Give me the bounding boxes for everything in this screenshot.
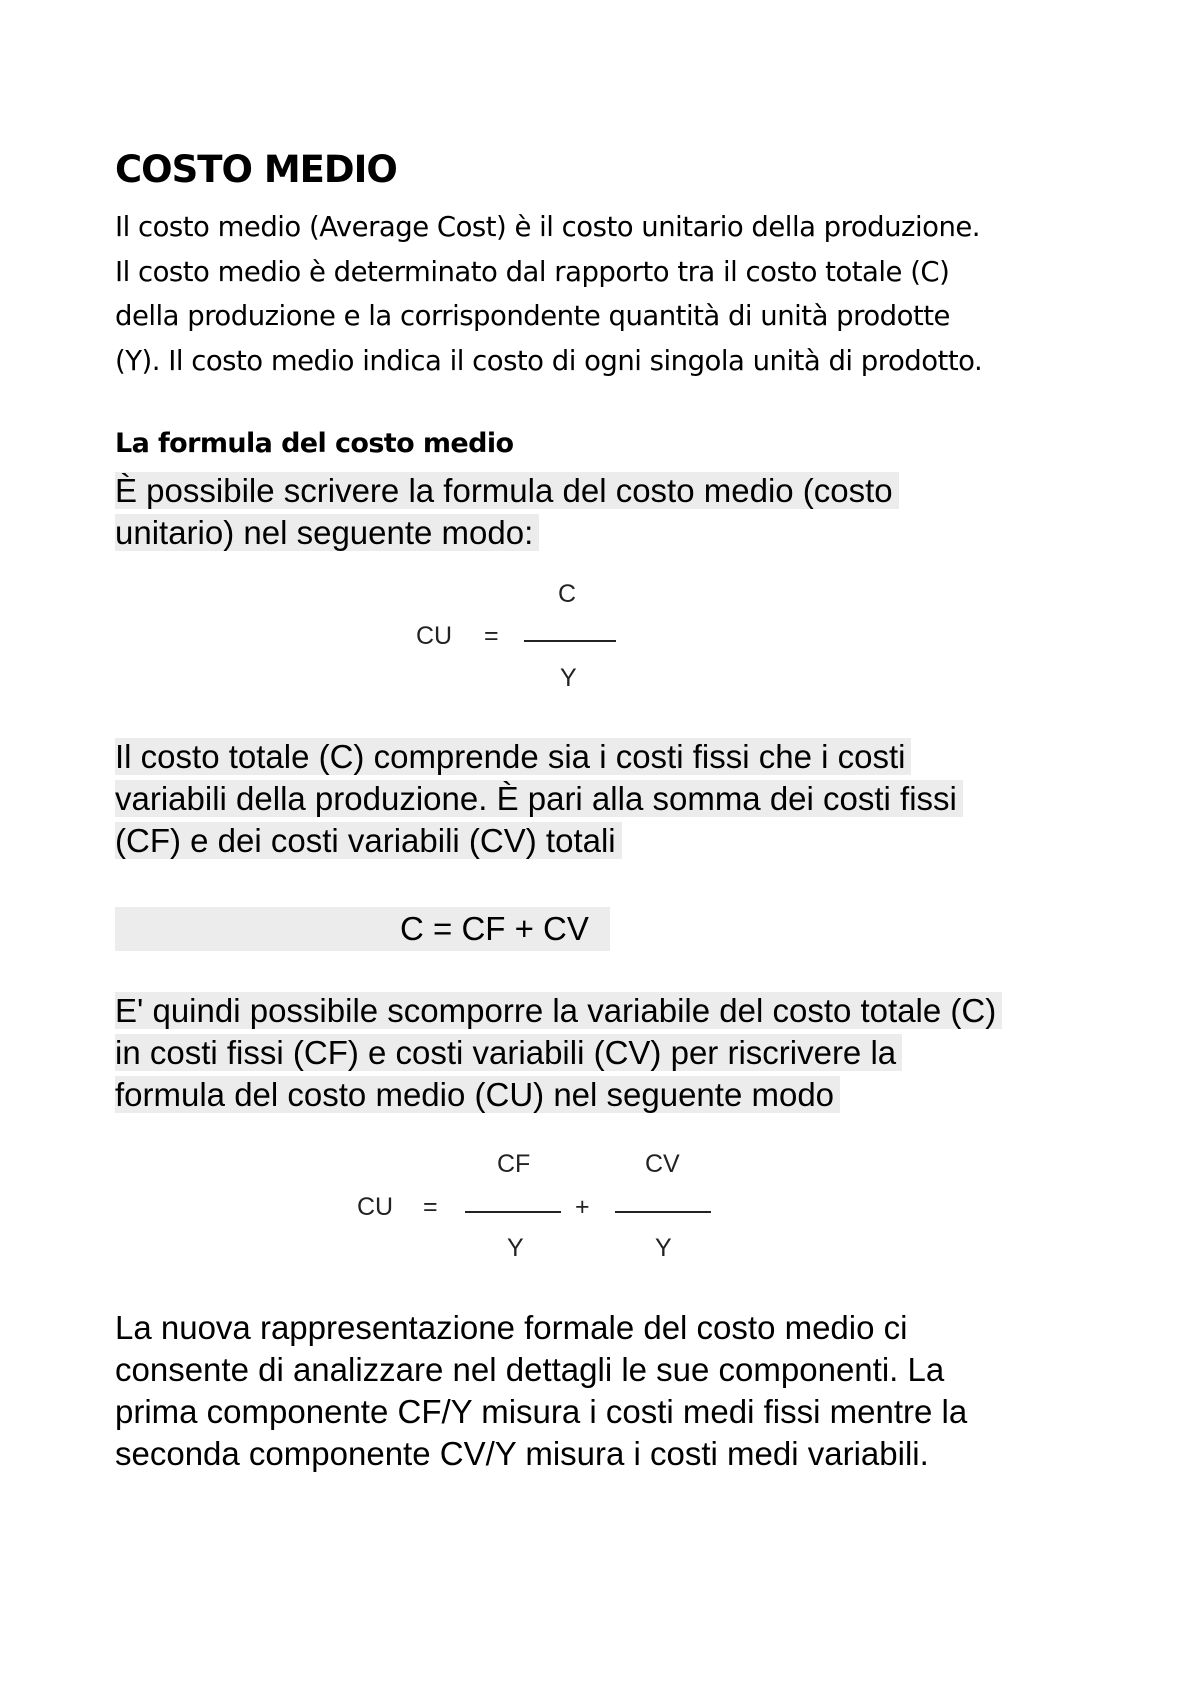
total-cost-equation: C = CF + CV <box>400 910 589 947</box>
intro-line: (Y). Il costo medio indica il costo di ogni singola unità di prodotto. <box>115 344 983 377</box>
formula-average-cost <box>380 580 640 690</box>
paragraph-line: prima componente CF/Y misura i costi medi fissi mentre la <box>115 1393 968 1430</box>
paragraph-line: Il costo totale (C) comprende sia i costi fissi che i costi <box>115 738 911 775</box>
paragraph-line: seconda componente CV/Y misura i costi medi variabili. <box>115 1435 929 1472</box>
formula-numerator: C <box>558 580 577 608</box>
intro-paragraph <box>115 205 1115 383</box>
paragraph-line: E' quindi possibile scomporre la variabile del costo totale (C) <box>115 992 1002 1029</box>
formula-plus: + <box>575 1193 590 1221</box>
fraction-bar <box>465 1211 561 1213</box>
formula-equals: = <box>423 1193 438 1221</box>
formula-denominator: Y <box>507 1234 524 1262</box>
formula-intro-paragraph <box>115 470 899 554</box>
formula-decomposed-average-cost <box>355 1150 735 1260</box>
intro-line: Il costo medio è determinato dal rapporto tra il costo totale (C) <box>115 255 950 288</box>
intro-line: Il costo medio (Average Cost) è il costo unitario della produzione. <box>115 211 981 243</box>
formula-lhs: CU <box>416 622 453 650</box>
intro-line: della produzione e la corrispondente quantità di unità prodotte <box>115 300 950 332</box>
paragraph-line: variabili della produzione. È pari alla somma dei costi fissi <box>115 780 963 817</box>
paragraph-line: formula del costo medio (CU) nel seguente modo <box>115 1076 840 1113</box>
paragraph-line: in costi fissi (CF) e costi variabili (CV) per riscrivere la <box>115 1034 902 1071</box>
paragraph-line: La nuova rappresentazione formale del costo medio ci <box>115 1309 908 1346</box>
formula-equals: = <box>484 622 499 650</box>
decomposition-paragraph <box>115 990 1002 1116</box>
fraction-bar <box>524 640 616 642</box>
total-cost-paragraph <box>115 736 963 862</box>
paragraph-line: unitario) nel seguente modo: <box>115 514 539 551</box>
fraction-bar <box>615 1211 711 1213</box>
formula-denominator: Y <box>560 664 577 692</box>
formula-numerator-fixed: CF <box>497 1150 531 1178</box>
paragraph-line: È possibile scrivere la formula del costo medio (costo <box>115 472 899 509</box>
section-heading: La formula del costo medio <box>115 428 514 459</box>
paragraph-line: (CF) e dei costi variabili (CV) totali <box>115 822 622 859</box>
formula-lhs: CU <box>357 1193 394 1221</box>
formula-numerator-variable: CV <box>645 1150 680 1178</box>
paragraph-line: consente di analizzare nel dettagli le sue componenti. La <box>115 1351 945 1388</box>
formula-denominator: Y <box>655 1234 672 1262</box>
closing-paragraph <box>115 1307 967 1475</box>
page-title: COSTO MEDIO <box>115 148 397 191</box>
